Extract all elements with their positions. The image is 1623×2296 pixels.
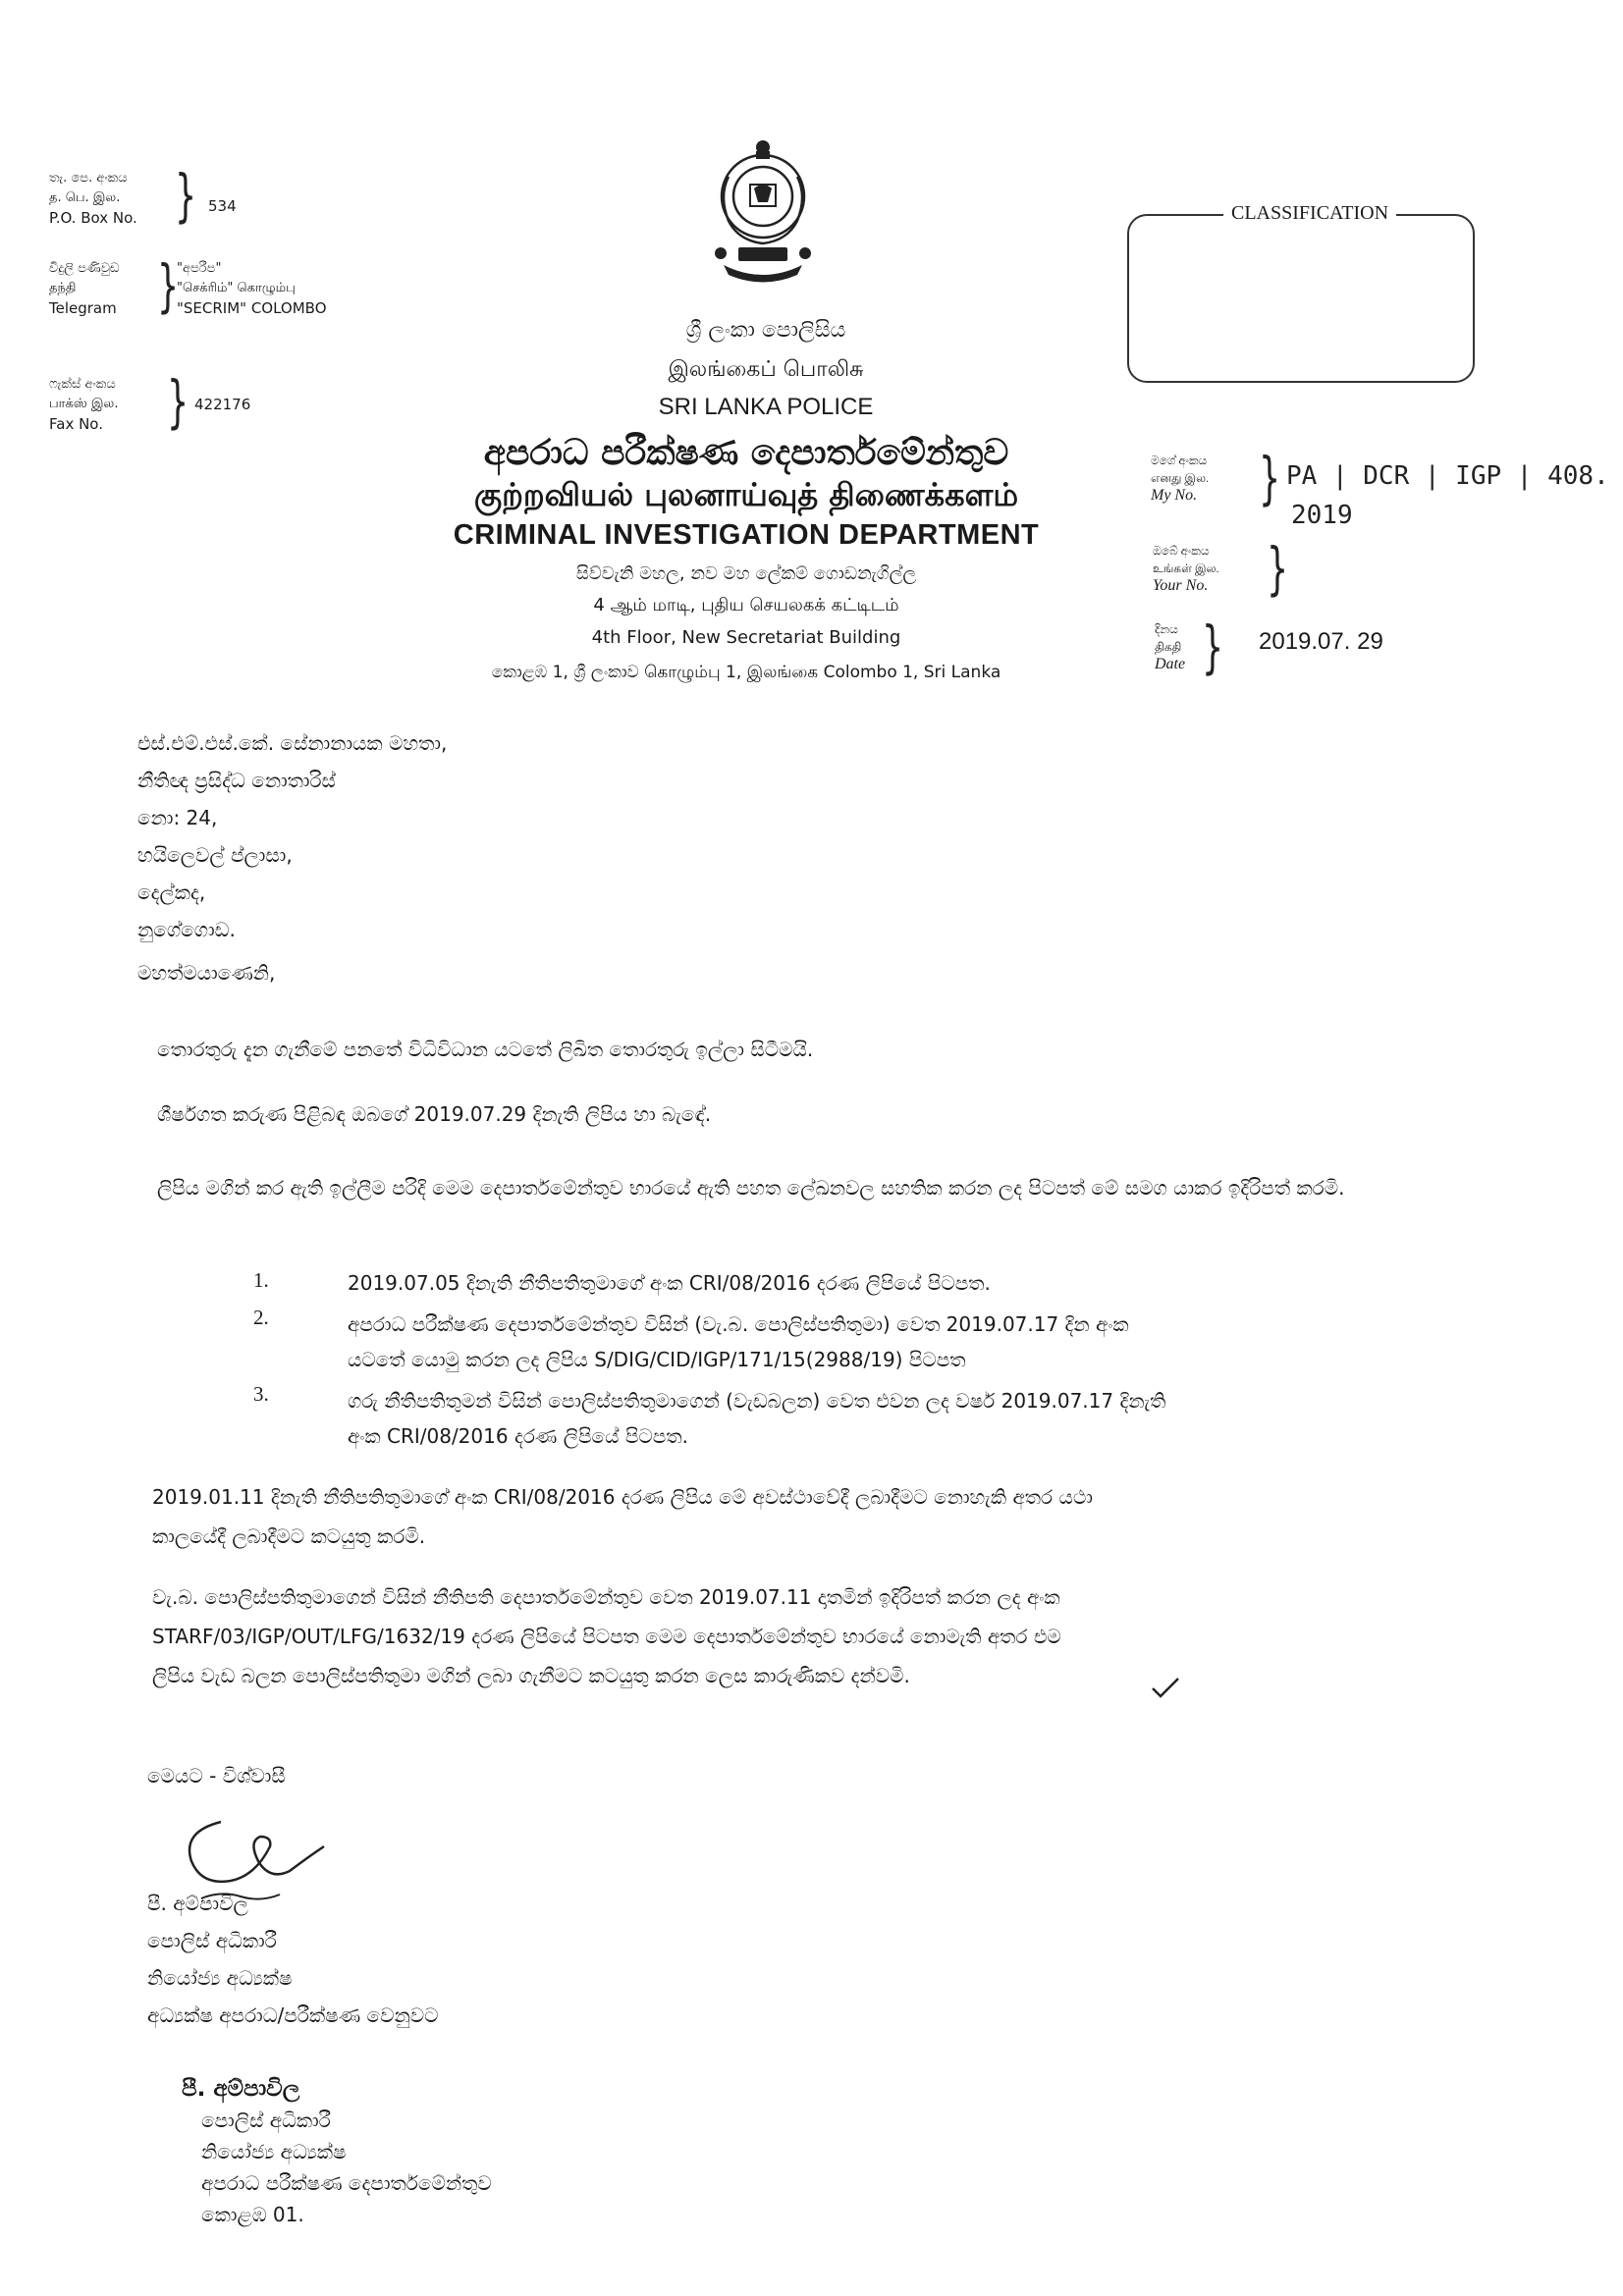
signatory-capacity: අධ්‍යක්ෂ අපරාධ/පරීක්ෂණ වෙනුවට [147, 2003, 439, 2027]
my-no-value-1: PA | DCR | IGP | 408. [1286, 461, 1609, 491]
list-item-number: 1. [253, 1268, 269, 1292]
official-stamp [182, 2073, 492, 2230]
date-label-ta: திகதி [1155, 640, 1182, 654]
paragraph-4-line-2: STARF/03/IGP/OUT/LFG/1632/19 දරණ ලිපියේ පිටපත මෙම දෙපාර්තමේන්තුව භාරයේ නොමැති අතර එම [152, 1625, 1061, 1648]
date-label [1155, 614, 1243, 680]
addr-city: කොළඹ 1, ශ්‍රී ලංකාව கொழும்பு 1, இலங்கை Colombo 1, Sri Lanka [491, 663, 1001, 682]
po-box-label-si: තැ. පෙ. අංකය [49, 171, 128, 186]
telegram-value-en: "SECRIM" COLOMBO [177, 299, 327, 317]
document-list [245, 1264, 1404, 1459]
po-box-label [49, 169, 177, 228]
telegram-value-ta: "செக்ரிம்" கொழும்பு [177, 281, 296, 295]
stamp-rank: පොලිස් අධිකාරී [201, 2109, 331, 2132]
telegram-label-ta: தந்தி [49, 281, 77, 295]
stamp-department: අපරාධ පරීක්ෂණ දෙපාර්තමේන්තුව [201, 2171, 492, 2195]
closing: මෙයට - විශ්වාසී [147, 1764, 286, 1788]
po-box-brace: } [175, 162, 197, 229]
list-item-number: 3. [253, 1382, 269, 1406]
list-item [245, 1306, 1404, 1382]
recipient-line: එස්.එම්.එස්.කේ. සේනානායක මහතා, [137, 731, 448, 755]
recipient-line: නො: 24, [137, 806, 218, 829]
addr-ta: 4 ஆம் மாடி, புதிய செயலகக் கட்டிடம் [593, 595, 899, 615]
stamp-name: පී. අම්පාවිල [182, 2076, 300, 2102]
stamp-city: කොළඹ 01. [201, 2203, 304, 2226]
po-box-label-en: P.O. Box No. [49, 209, 137, 227]
fax-brace: } [167, 368, 189, 435]
list-item-number: 2. [253, 1306, 269, 1329]
my-no-label-ta: எனது இல. [1151, 471, 1210, 485]
fax-label [49, 375, 177, 434]
list-item-text-cont: යටතේ යොමු කරන ලද ලිපිය S/DIG/CID/IGP/171/15(2988/19) පිටපත [348, 1348, 966, 1371]
recipient-line: නුගේගොඩ. [137, 918, 236, 941]
classification-box [1127, 214, 1475, 383]
recipient-line: හයිලෙවල් ප්ලාසා, [137, 843, 293, 867]
signature-block [147, 1885, 439, 2034]
date-label-en: Date [1155, 656, 1186, 672]
my-no-label-si: මගේ අංකය [1151, 454, 1208, 467]
paragraph-4-line-1: වැ.බ. පොලිස්පතිතුමාගෙන් විසින් නීතිපති දෙපාර්තමේන්තුව වෙත 2019.07.11 දාතමින් ඉදිරිපත් කරන ලද අංක [152, 1585, 1060, 1609]
police-si: ශ්‍රී ලංකා පොලිසිය [685, 318, 846, 343]
list-item-text: අපරාධ පරීක්ෂණ දෙපාර්තමේන්තුව විසින් (වැ.බ. පොලිස්පතිතුමා) වෙත 2019.07.17 දින අංක [348, 1312, 1129, 1336]
list-item-text-cont: අංක CRI/08/2016 දරණ ලිපියේ පිටපත. [348, 1424, 688, 1448]
paragraph-3-line-1: 2019.01.11 දිනැති නීතිපතිතුමාගේ අංක CRI/08/2016 දරණ ලිපිය මේ අවස්ථාවේදී ලබාදීමට නොහැකි අතර යථා [152, 1485, 1093, 1509]
telegram-label-si: විදුලි පණිවුඩ [49, 261, 120, 276]
dept-ta: குற்றவியல் புலனாய்வுத் திணைக்களம் [473, 476, 1019, 513]
your-no-label-en: Your No. [1153, 577, 1209, 594]
fax-label-si: ෆැක්ස් අංකය [49, 377, 116, 392]
paragraph-3-line-2: කාලයේදී ලබාදීමට කටයුතු කරමි. [152, 1524, 426, 1548]
police-ta: இலங்கைப் பொலிசு [668, 357, 864, 382]
subject-line: තොරතුරු දැන ගැනීමේ පනතේ විධිවිධාන යටතේ ලිඛිත තොරතුරු ඉල්ලා සිටීමයි. [157, 1038, 814, 1061]
classification-label: CLASSIFICATION [1223, 202, 1396, 225]
your-no-label-si: ඔබේ අංකය [1153, 544, 1210, 558]
my-no-label-en: My No. [1151, 487, 1198, 504]
signatory-name: පී. අම්පාවිල [147, 1892, 248, 1915]
po-box-value: 534 [208, 197, 237, 215]
telegram-value-si: "අපරීප" [177, 261, 222, 276]
paragraph-4-line-3: ලිපිය වැඩ බලන පොලිස්පතිතුමා මගින් ලබා ගැනීමට කටයුතු කරන ලෙස කාරුණිකව දන්වමි. [152, 1664, 910, 1687]
my-no-value-2: 2019 [1291, 501, 1353, 530]
signatory-rank: පොලිස් අධිකාරී [147, 1929, 277, 1952]
stamp-title: නියෝජ්‍ය අධ්‍යක්ෂ [201, 2140, 347, 2163]
your-no-label-ta: உங்கள் இல. [1153, 561, 1219, 575]
dept-en: CRIMINAL INVESTIGATION DEPARTMENT [453, 519, 1040, 551]
sri-lanka-emblem [709, 137, 817, 285]
list-item [245, 1264, 1404, 1306]
list-item [245, 1382, 1404, 1459]
fax-label-ta: பாக்ஸ் இல. [49, 397, 119, 411]
my-no-label [1151, 452, 1259, 505]
dept-si: අපරාධ පරීක්ෂණ දෙපාර්තමේන්තුව [483, 433, 1009, 473]
telegram-brace-left: } [157, 252, 180, 319]
fax-label-en: Fax No. [49, 415, 103, 433]
emblem-icon [709, 137, 817, 285]
salutation: මහත්මයාණෙනි, [137, 961, 276, 985]
addr-en: 4th Floor, New Secretariat Building [591, 627, 901, 648]
telegram-label-en: Telegram [49, 299, 117, 317]
addr-si: සිව්වැනි මහල, නව මහ ලේකම් ගොඩනැගිල්ල [575, 563, 917, 584]
date-value: 2019.07. 29 [1259, 628, 1383, 655]
recipient-line: නීතිඥ ප්‍රසිද්ධ නොතාරිස් [137, 769, 336, 792]
your-no-brace: } [1267, 535, 1289, 602]
list-item-text: ගරු නීතිපතිතුමන් විසින් පොලිස්පතිතුමාගෙන් (වැඩබලන) වෙත එවන ලද වර්ෂ 2019.07.17 දිනැති [348, 1389, 1166, 1413]
police-en: SRI LANKA POLICE [658, 394, 874, 420]
po-box-label-ta: த. பெ. இல. [49, 190, 121, 205]
signatory-title: නියෝජ්‍ය අධ්‍යක්ෂ [147, 1966, 293, 1990]
recipient-address [137, 724, 825, 948]
fax-value: 422176 [194, 396, 251, 413]
list-item-text: 2019.07.05 දිනැති නීතිපතිතුමාගේ අංක CRI/08/2016 දරණ ලිපියේ පිටපත. [348, 1271, 991, 1295]
telegram-value [177, 259, 327, 318]
my-no-brace: } [1259, 445, 1281, 511]
recipient-line: දෙල්කද, [137, 881, 206, 904]
date-label-si: දිනය [1155, 622, 1178, 636]
checkmark-icon [1151, 1677, 1180, 1704]
paragraph-2: ලිපිය මගින් කර ඇති ඉල්ලීම පරිදි මෙම දෙපාර්තමේන්තුව භාරයේ ඇති පහත ලේඛනවල සහතික කරන ලද පිටපත් මේ සමග යාකර ඉදිරිපත් කරමි. [157, 1176, 1345, 1200]
date-brace: } [1202, 614, 1224, 680]
your-no-label [1153, 542, 1261, 595]
paragraph-1: ශීර්ෂගත කරුණ පිළිබඳ ඔබගේ 2019.07.29 දිනැති ලිපිය හා බැඳේ. [157, 1102, 712, 1126]
